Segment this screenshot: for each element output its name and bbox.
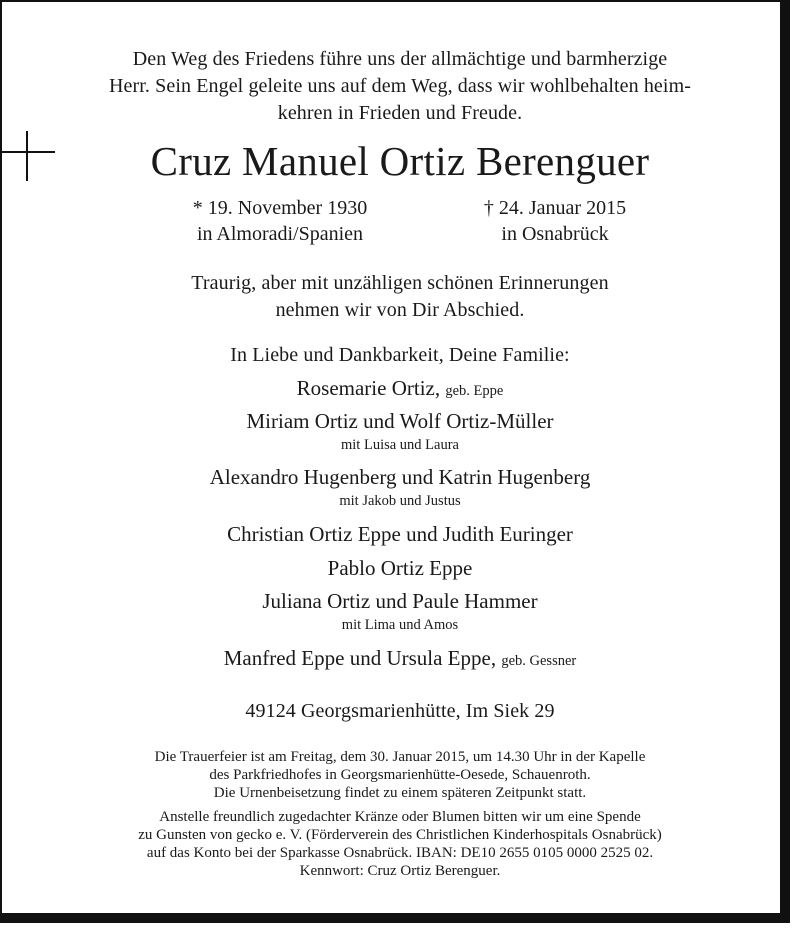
deceased-name: Cruz Manuel Ortiz Berenguer: [150, 138, 650, 184]
family-member-maiden-name: geb. Eppe: [445, 383, 504, 399]
farewell-line-1: Traurig, aber mit unzähligen schönen Erinnerungen: [191, 272, 609, 294]
family-member-4: Christian Ortiz Eppe und Judith Euringer: [227, 522, 573, 546]
family-member-7: [40, 644, 760, 672]
death-date: † 24. Januar 2015: [483, 197, 627, 219]
cross-symbol-vertical: [26, 131, 28, 181]
family-member-2: Miriam Ortiz und Wolf Ortiz-Müller: [246, 409, 554, 433]
verse-line-2: Herr. Sein Engel geleite uns auf dem Weg, dass wir wohlbehalten heim-: [109, 75, 691, 97]
ceremony-line-2: des Parkfriedhofes in Georgsmarienhütte-Oesede, Schauenroth.: [209, 767, 591, 783]
birth-date: * 19. November 1930: [192, 197, 368, 219]
verse-line-1: Den Weg des Friedens führe uns der allmächtige und barmherzige: [132, 48, 668, 70]
verse-line-3: kehren in Frieden und Freude.: [277, 102, 523, 124]
family-member-maiden-name: geb. Gessner: [501, 653, 577, 669]
birth-place: in Almoradi/Spanien: [196, 223, 364, 245]
ceremony-line-1: Die Trauerfeier ist am Freitag, dem 30. Januar 2015, um 14.30 Uhr in der Kapelle: [154, 749, 646, 765]
family-member-3-children: mit Jakob und Justus: [339, 493, 461, 509]
address: 49124 Georgsmarienhütte, Im Siek 29: [245, 700, 555, 722]
family-intro: In Liebe und Dankbarkeit, Deine Familie:: [230, 344, 570, 366]
family-member-2-children: mit Luisa und Laura: [341, 437, 459, 453]
donation-line-3: auf das Konto bei der Sparkasse Osnabrück. IBAN: DE10 2655 0105 0000 2525 02.: [146, 845, 654, 861]
family-member-6: Juliana Ortiz und Paule Hammer: [262, 589, 538, 613]
family-member-6-children: mit Lima und Amos: [341, 617, 459, 633]
donation-line-2: zu Gunsten von gecko e. V. (Förderverein des Christlichen Kinderhospitals Osnabrück): [138, 827, 662, 843]
death-place: in Osnabrück: [501, 223, 609, 245]
family-member-1: [40, 374, 760, 402]
family-member-3: Alexandro Hugenberg und Katrin Hugenberg: [209, 465, 591, 489]
donation-line-4: Kennwort: Cruz Ortiz Berenguer.: [299, 863, 501, 879]
family-member-5: Pablo Ortiz Eppe: [327, 556, 473, 580]
donation-line-1: Anstelle freundlich zugedachter Kränze oder Blumen bitten wir um eine Spende: [159, 809, 641, 825]
family-member-name: Manfred Eppe und Ursula Eppe,: [223, 646, 497, 670]
family-member-name: Rosemarie Ortiz,: [296, 376, 441, 400]
ceremony-line-3: Die Urnenbeisetzung findet zu einem späteren Zeitpunkt statt.: [213, 785, 587, 801]
farewell-line-2: nehmen wir von Dir Abschied.: [275, 299, 525, 321]
